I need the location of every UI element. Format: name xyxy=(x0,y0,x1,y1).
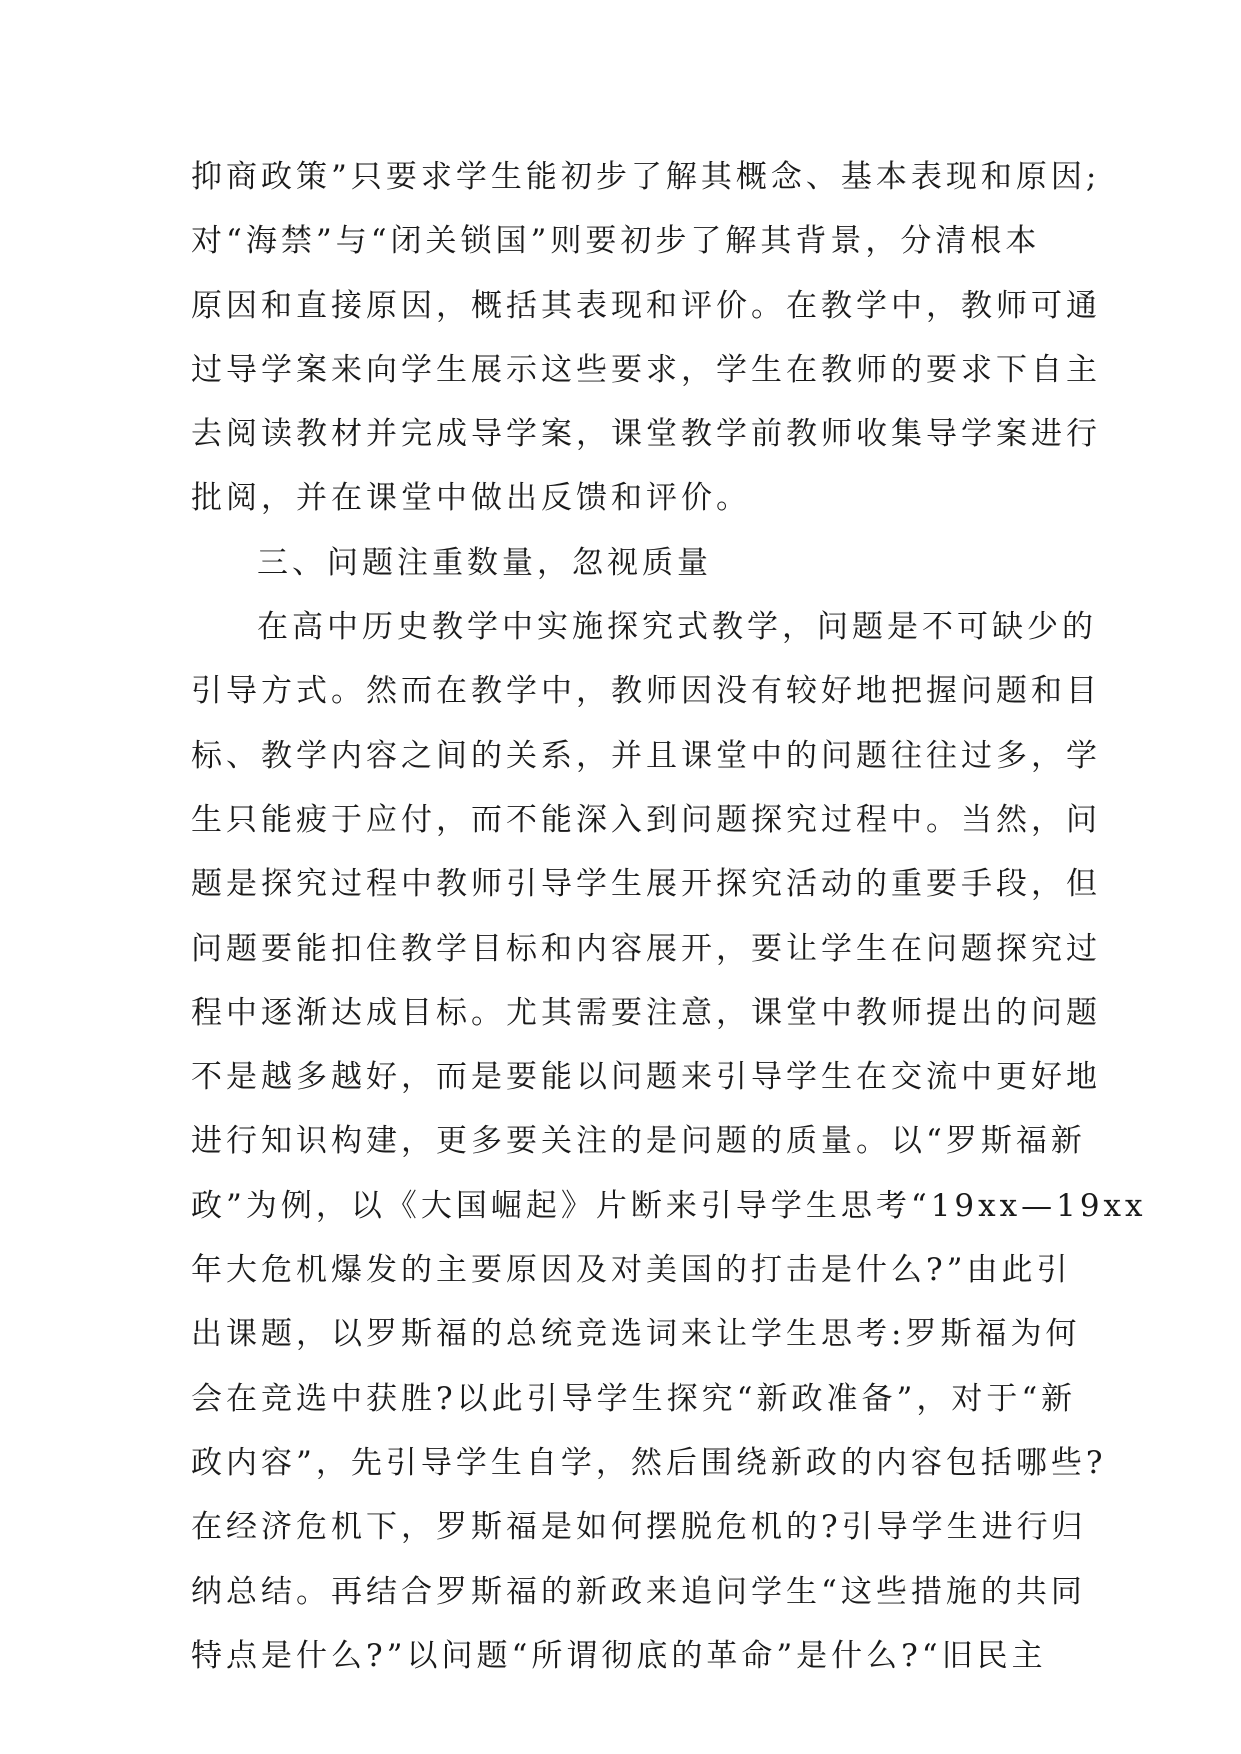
paragraph-line: 问题要能扣住教学目标和内容展开，要让学生在问题探究过 xyxy=(191,930,1101,967)
paragraph-line: 程中逐渐达成目标。尤其需要注意，课堂中教师提出的问题 xyxy=(191,994,1101,1031)
paragraph-line: 原因和直接原因，概括其表现和评价。在教学中，教师可通 xyxy=(191,287,1101,324)
body-text xyxy=(191,145,1147,1688)
paragraph-line: 过导学案来向学生展示这些要求，学生在教师的要求下自主 xyxy=(191,351,1101,388)
paragraph-line: 进行知识构建，更多要关注的是问题的质量。以“罗斯福新 xyxy=(191,1123,1086,1160)
paragraph-line: 不是越多越好，而是要能以问题来引导学生在交流中更好地 xyxy=(191,1059,1101,1096)
paragraph-line: 去阅读教材并完成导学案，课堂教学前教师收集导学案进行 xyxy=(191,416,1101,453)
paragraph-line: 政内容”，先引导学生自学，然后围绕新政的内容包括哪些? xyxy=(191,1444,1107,1481)
paragraph-line: 批阅，并在课堂中做出反馈和评价。 xyxy=(191,480,751,517)
paragraph-line: 在经济危机下，罗斯福是如何摆脱危机的?引导学生进行归 xyxy=(191,1509,1087,1546)
paragraph-line: 出课题，以罗斯福的总统竞选词来让学生思考:罗斯福为何 xyxy=(191,1316,1081,1353)
paragraph-line: 政”为例，以《大国崛起》片断来引导学生思考“19xx—19xx xyxy=(191,1187,1147,1224)
paragraph-line: 题是探究过程中教师引导学生展开探究活动的重要手段，但 xyxy=(191,866,1101,903)
paragraph-line: 纳总结。再结合罗斯福的新政来追问学生“这些措施的共同 xyxy=(191,1573,1086,1610)
paragraph-line: 特点是什么?”以问题“所谓彻底的革命”是什么?“旧民主 xyxy=(191,1637,1047,1674)
paragraph-line: 引导方式。然而在教学中，教师因没有较好地把握问题和目 xyxy=(191,673,1101,710)
section-heading: 三、问题注重数量，忽视质量 xyxy=(257,544,712,581)
paragraph-line: 对“海禁”与“闭关锁国”则要初步了解其背景，分清根本 xyxy=(191,223,1041,260)
paragraph-line: 抑商政策”只要求学生能初步了解其概念、基本表现和原因; xyxy=(191,159,1101,195)
paragraph-line: 在高中历史教学中实施探究式教学，问题是不可缺少的 xyxy=(257,609,1097,646)
paragraph-line: 生只能疲于应付，而不能深入到问题探究过程中。当然，问 xyxy=(191,801,1101,838)
paragraph-line: 会在竞选中获胜?以此引导学生探究“新政准备”，对于“新 xyxy=(191,1380,1077,1417)
paragraph-line: 年大危机爆发的主要原因及对美国的打击是什么?”由此引 xyxy=(191,1252,1072,1289)
paragraph-line: 标、教学内容之间的关系，并且课堂中的问题往往过多，学 xyxy=(191,737,1101,774)
